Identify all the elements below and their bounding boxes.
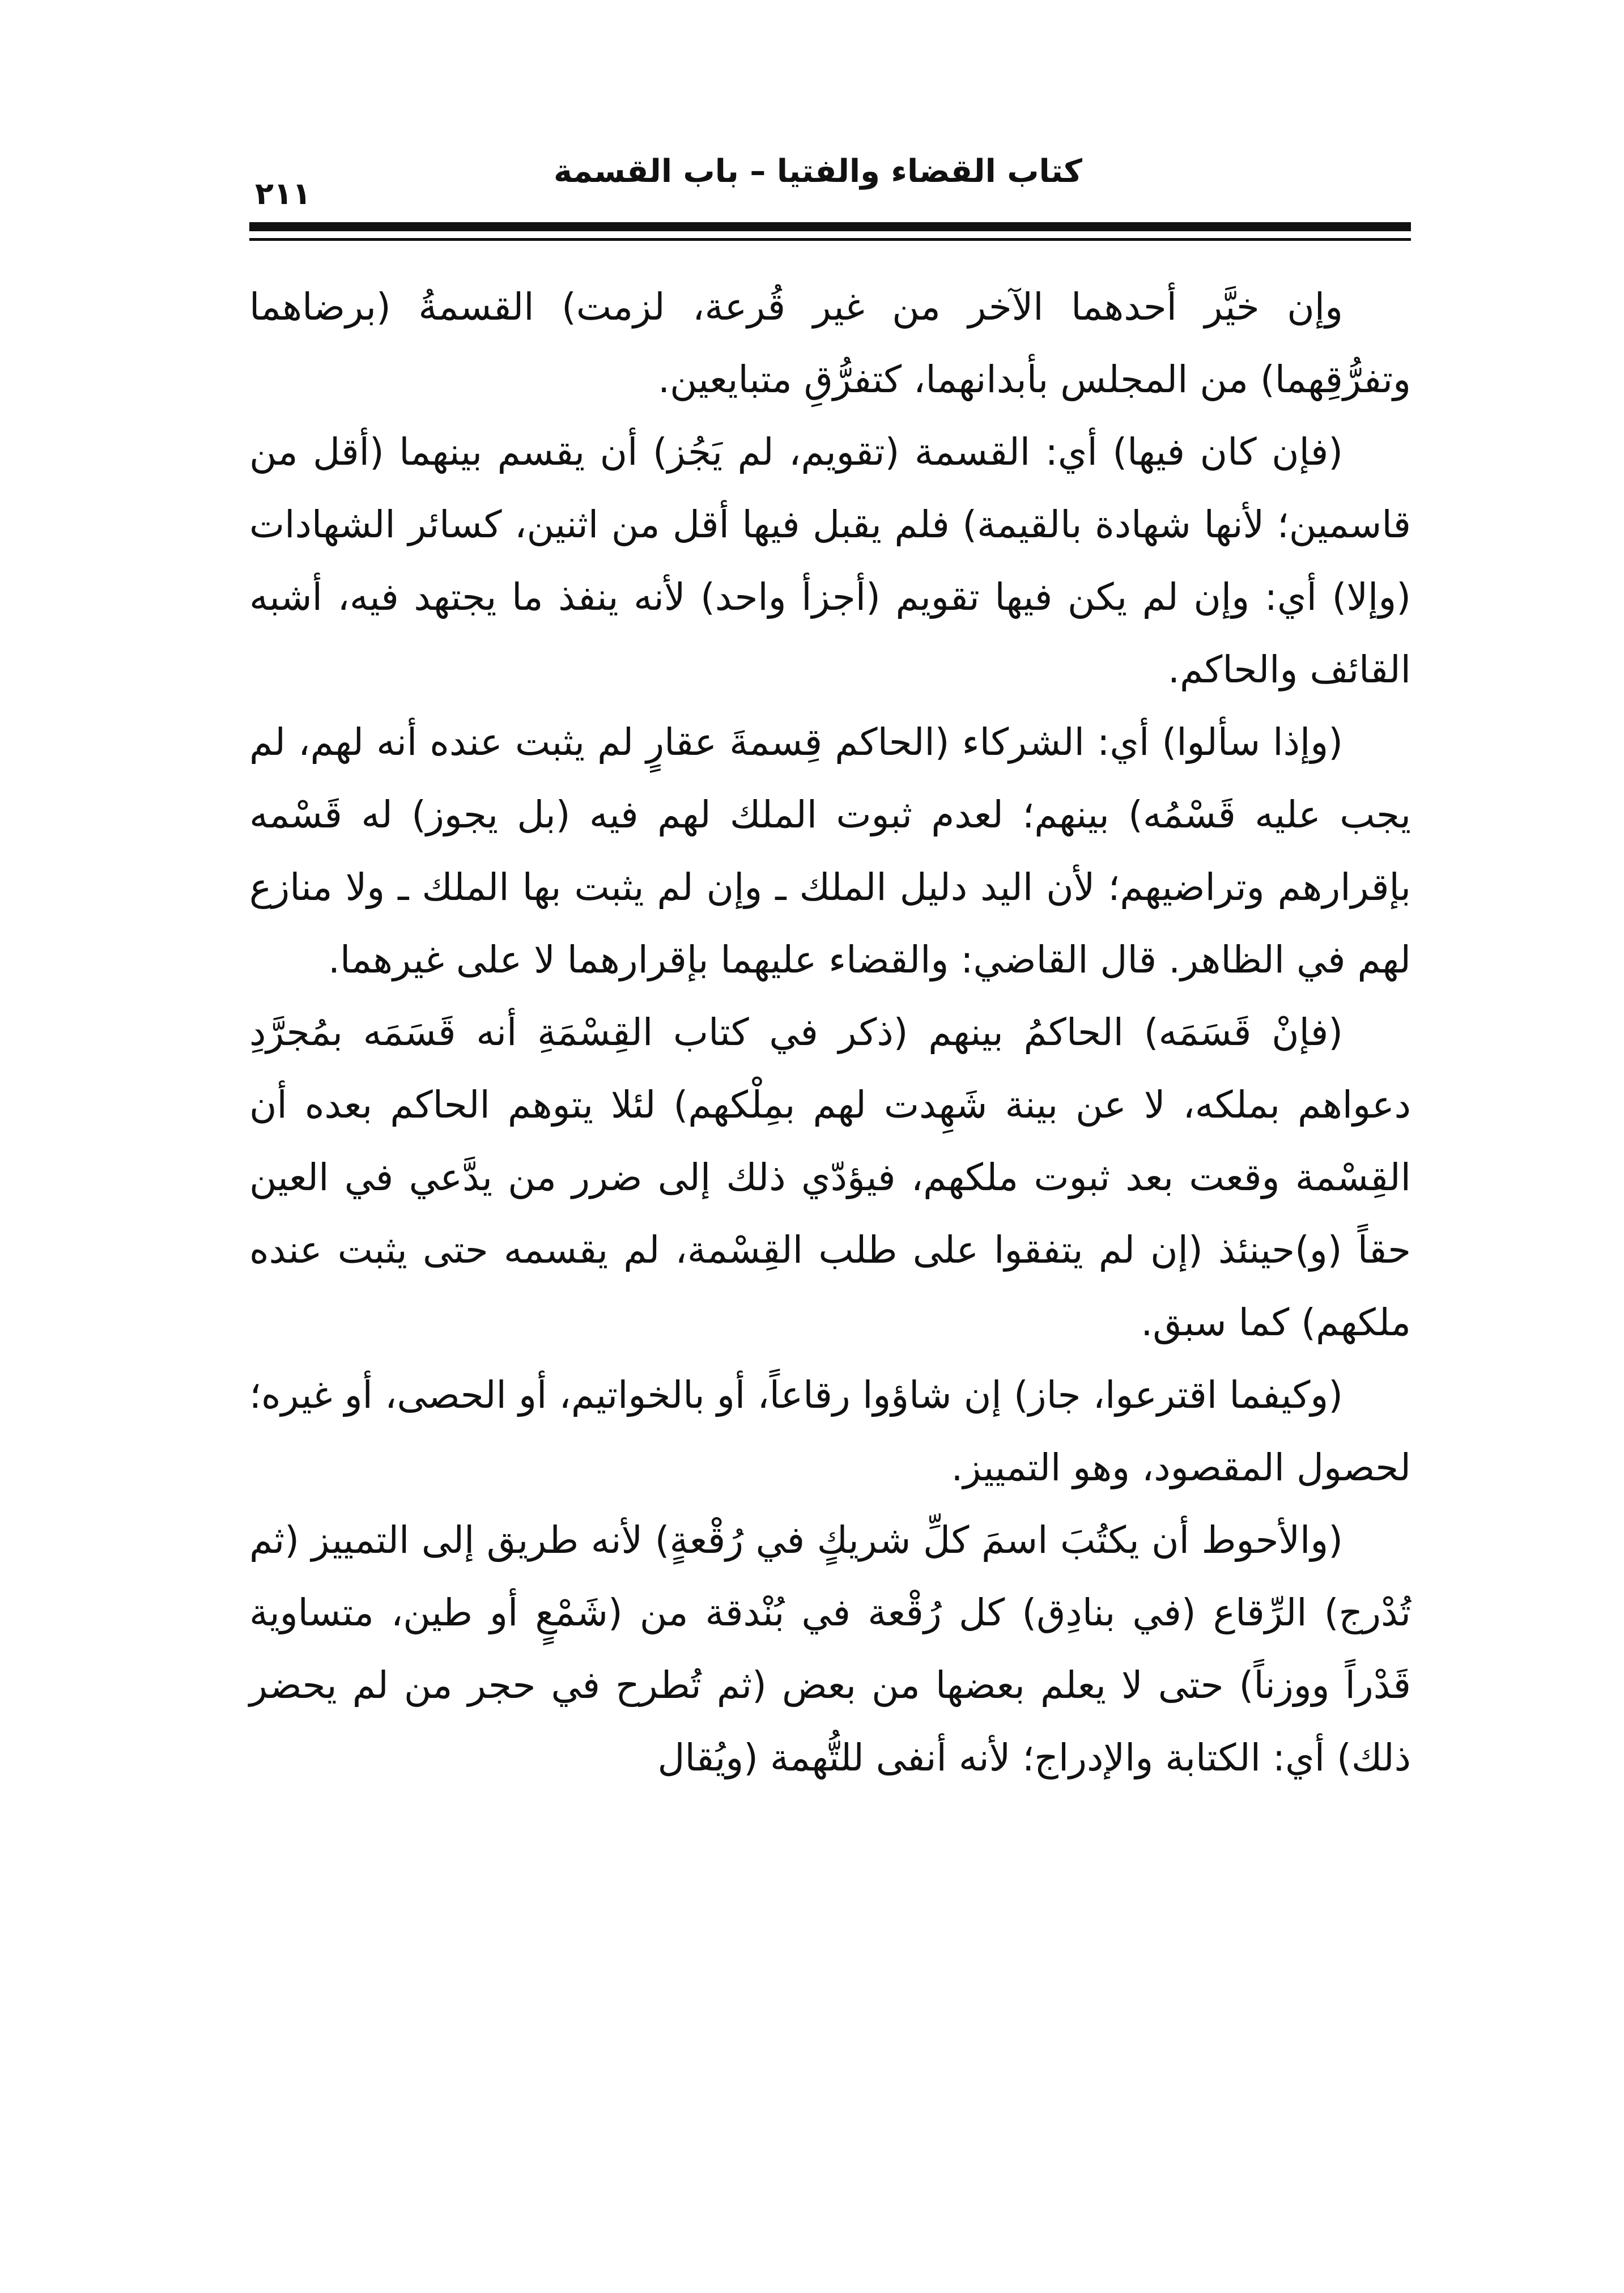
paragraph: (وإذا سألوا) أي: الشركاء (الحاكم قِسمةَ عقارٍ لم يثبت عنده أنه لهم، لم يجب عليه قَسْمُه) بينهم؛ لعدم ثبوت الملك لهم فيه (بل يجوز) له قَسْمه بإقرارهم وتراضيهم؛ لأن اليد دليل الملك ـ وإن لم يثبت بها الملك ـ ولا منازع لهم في الظاهر. قال القاضي: والقضاء عليهما بإقرارهما لا على غيرهما. xyxy=(249,720,1411,982)
paragraph: (والأحوط أن يكتُبَ اسمَ كلِّ شريكٍ في رُقْعةٍ) لأنه طريق إلى التمييز (ثم تُدْرج) الرِّقاع (في بنادِق) كل رُقْعة في بُنْدقة من (شَمْعٍ أو طين، متساوية قَدْراً ووزناً) حتى لا يعلم بعضها من بعض (ثم تُطرح في حجر من لم يحضر ذلك) أي: الكتابة والإدراج؛ لأنه أنفى للتُّهمة (ويُقال xyxy=(249,1518,1411,1780)
running-title: كتاب القضاء والفتيا – باب القسمة xyxy=(554,153,1082,190)
paragraph: (فإنْ قَسَمَه) الحاكمُ بينهم (ذكر في كتاب القِسْمَةِ أنه قَسَمَه بمُجرَّدِ دعواهم بملكه، لا عن بينة شَهِدت لهم بمِلْكهم) لئلا يتوهم الحاكم بعده أن القِسْمة وقعت بعد ثبوت ملكهم، فيؤدّي ذلك إلى ضرر من يدَّعي في العين حقاً (و)حينئذ (إن لم يتفقوا على طلب القِسْمة، لم يقسمه حتى يثبت عنده ملكهم) كما سبق. xyxy=(249,1010,1411,1344)
page-header xyxy=(249,142,1411,221)
page-number: ٢١١ xyxy=(255,176,311,211)
header-rule-thin xyxy=(249,238,1411,241)
paragraph: وإن خيَّر أحدهما الآخر من غير قُرعة، لزمت) القسمةُ (برضاهما وتفرُّقِهما) من المجلس بأبدانهما، كتفرُّقِ متبايعين. xyxy=(249,285,1411,401)
paragraph: (فإن كان فيها) أي: القسمة (تقويم، لم يَجُز) أن يقسم بينهما (أقل من قاسمين؛ لأنها شهادة بالقيمة) فلم يقبل فيها أقل من اثنين، كسائر الشهادات (وإلا) أي: وإن لم يكن فيها تقويم (أجزأ واحد) لأنه ينفذ ما يجتهد فيه، أشبه القائف والحاكم. xyxy=(249,430,1411,691)
header-rule-thick xyxy=(249,222,1411,231)
page-body xyxy=(249,271,1411,1794)
paragraph: (وكيفما اقترعوا، جاز) إن شاؤوا رقاعاً، أو بالخواتيم، أو الحصى، أو غيره؛ لحصول المقصود، وهو التمييز. xyxy=(249,1373,1411,1489)
